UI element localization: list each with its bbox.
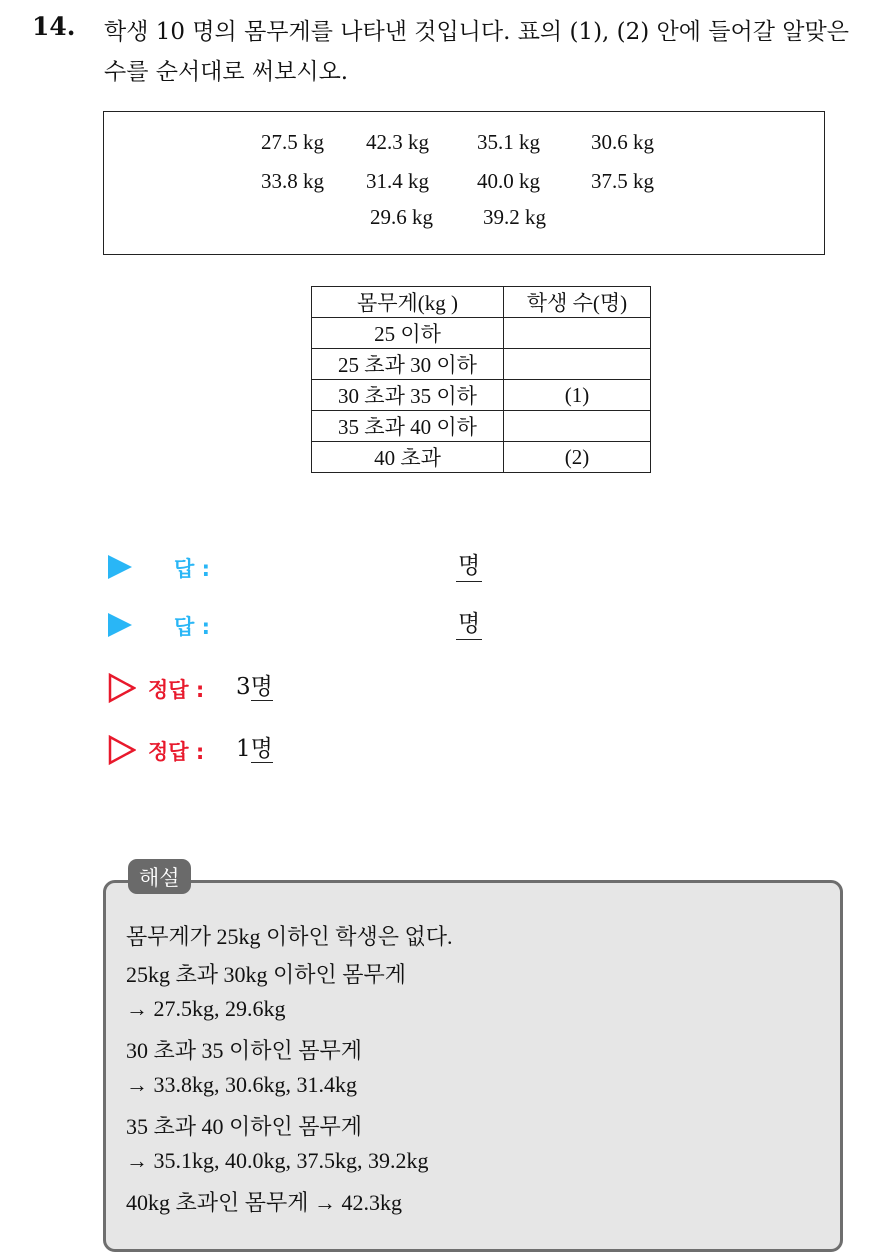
explanation-line: → 35.1kg, 40.0kg, 37.5kg, 39.2kg: [126, 1148, 429, 1173]
question-number: 14.: [32, 12, 76, 41]
correct-label: 정답 :: [148, 678, 205, 702]
answer-label: 답 :: [174, 557, 210, 581]
correct-value: [236, 672, 273, 702]
weight-value: 31.4 kg: [366, 169, 429, 193]
header-count: 학생 수(명): [504, 287, 651, 318]
weight-value: 30.6 kg: [591, 130, 654, 154]
weights-box: [103, 111, 825, 255]
explanation-line: → 27.5kg, 29.6kg: [126, 996, 286, 1021]
header-weight: 몸무게(kg ): [312, 287, 504, 318]
answer-label: 답 :: [174, 615, 210, 639]
answer-unit: 명: [456, 551, 482, 582]
count-cell: [504, 318, 651, 349]
range-cell: 25 이하: [312, 318, 504, 349]
answer-unit: 명: [456, 609, 482, 640]
correct-unit: 명: [250, 736, 273, 762]
count-cell: [504, 411, 651, 442]
correct-unit: 명: [250, 674, 273, 700]
weight-value: 27.5 kg: [261, 130, 324, 154]
range-cell: 35 초과 40 이하: [312, 411, 504, 442]
weight-value: 42.3 kg: [366, 130, 429, 154]
correct-value: [236, 734, 273, 764]
play-triangle-icon: [108, 613, 132, 637]
weight-value: 37.5 kg: [591, 169, 654, 193]
correct-number: 3: [236, 674, 251, 700]
explanation-line: 30 초과 35 이하인 몸무게: [126, 1038, 363, 1063]
table-row: [312, 411, 651, 442]
explanation-line: 40kg 초과인 몸무게 → 42.3kg: [126, 1190, 403, 1215]
weight-value: 35.1 kg: [477, 130, 540, 154]
table-row: [312, 349, 651, 380]
outline-triangle-icon: [108, 734, 136, 766]
range-cell: 25 초과 30 이하: [312, 349, 504, 380]
correct-number: 1: [236, 736, 251, 762]
play-triangle-icon: [108, 555, 132, 579]
weight-value: 33.8 kg: [261, 169, 324, 193]
question-text: 학생 10 명의 몸무게를 나타낸 것입니다. 표의 (1), (2) 안에 들어갈 알맞은 수를 순서대로 써보시오.: [104, 19, 849, 85]
count-cell: (2): [504, 442, 651, 473]
explanation-line: 몸무게가 25kg 이하인 학생은 없다.: [126, 924, 453, 949]
weight-value: 39.2 kg: [483, 205, 546, 229]
outline-triangle-icon: [108, 672, 136, 704]
explanation-line: 25kg 초과 30kg 이하인 몸무게: [126, 962, 407, 987]
table-header-row: [312, 287, 651, 318]
table-row: [312, 442, 651, 473]
frequency-table: [311, 286, 651, 473]
weight-value: 40.0 kg: [477, 169, 540, 193]
range-cell: 40 초과: [312, 442, 504, 473]
weight-value: 29.6 kg: [370, 205, 433, 229]
table-row: [312, 318, 651, 349]
explanation-line: 35 초과 40 이하인 몸무게: [126, 1114, 363, 1139]
table-row: [312, 380, 651, 411]
explanation-tag: 해설: [128, 859, 191, 894]
count-cell: [504, 349, 651, 380]
correct-label: 정답 :: [148, 740, 205, 764]
range-cell: 30 초과 35 이하: [312, 380, 504, 411]
count-cell: (1): [504, 380, 651, 411]
explanation-line: → 33.8kg, 30.6kg, 31.4kg: [126, 1072, 357, 1097]
